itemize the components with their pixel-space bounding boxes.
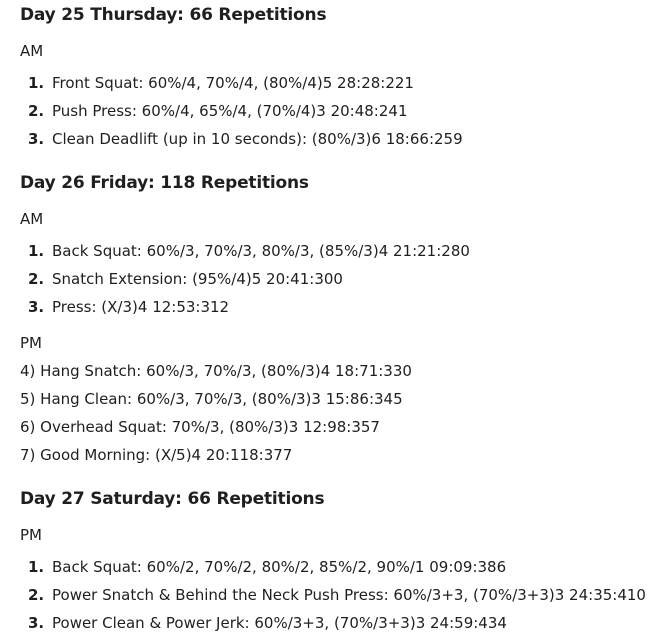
list-item-text: Back Squat: 60%/3, 70%/3, 80%/3, (85%/3)4 21:21:280	[52, 242, 470, 260]
day-heading: Day 25 Thursday: 66 Repetitions	[20, 5, 327, 25]
list-item-text: Front Squat: 60%/4, 70%/4, (80%/4)5 28:28:221	[52, 74, 414, 92]
list-number: 3.	[28, 298, 45, 316]
list-number: 1.	[28, 558, 45, 576]
list-item-text: Push Press: 60%/4, 65%/4, (70%/4)3 20:48:241	[52, 102, 408, 120]
session-label: PM	[20, 334, 42, 352]
list-item: 5) Hang Clean: 60%/3, 70%/3, (80%/3)3 15:86:345	[20, 390, 403, 408]
list-number: 1.	[28, 242, 45, 260]
session-label: AM	[20, 42, 44, 60]
list-item	[28, 586, 646, 604]
list-number: 2.	[28, 270, 45, 288]
day-heading: Day 26 Friday: 118 Repetitions	[20, 173, 309, 193]
list-item-text: Clean Deadlift (up in 10 seconds): (80%/3)6 18:66:259	[52, 130, 463, 148]
list-item	[28, 270, 343, 288]
list-item	[28, 102, 408, 120]
list-item: 6) Overhead Squat: 70%/3, (80%/3)3 12:98:357	[20, 418, 380, 436]
list-item	[28, 614, 507, 632]
list-item	[28, 298, 229, 316]
list-item	[28, 74, 414, 92]
session-label: PM	[20, 526, 42, 544]
list-item-text: Snatch Extension: (95%/4)5 20:41:300	[52, 270, 343, 288]
list-item: 7) Good Morning: (X/5)4 20:118:377	[20, 446, 293, 464]
list-item-text: Press: (X/3)4 12:53:312	[52, 298, 230, 316]
list-number: 2.	[28, 102, 45, 120]
list-item	[28, 558, 506, 576]
list-number: 3.	[28, 614, 45, 632]
list-item-text: Back Squat: 60%/2, 70%/2, 80%/2, 85%/2, 90%/1 09:09:386	[52, 558, 507, 576]
list-number: 3.	[28, 130, 45, 148]
list-number: 2.	[28, 586, 45, 604]
session-label: AM	[20, 210, 44, 228]
list-item-text: Power Snatch & Behind the Neck Push Press: 60%/3+3, (70%/3+3)3 24:35:410	[52, 586, 646, 604]
list-item: 4) Hang Snatch: 60%/3, 70%/3, (80%/3)4 18:71:330	[20, 362, 412, 380]
list-item-text: Power Clean & Power Jerk: 60%/3+3, (70%/3+3)3 24:59:434	[52, 614, 507, 632]
list-item	[28, 242, 470, 260]
day-heading: Day 27 Saturday: 66 Repetitions	[20, 489, 325, 509]
list-number: 1.	[28, 74, 45, 92]
list-item	[28, 130, 463, 148]
